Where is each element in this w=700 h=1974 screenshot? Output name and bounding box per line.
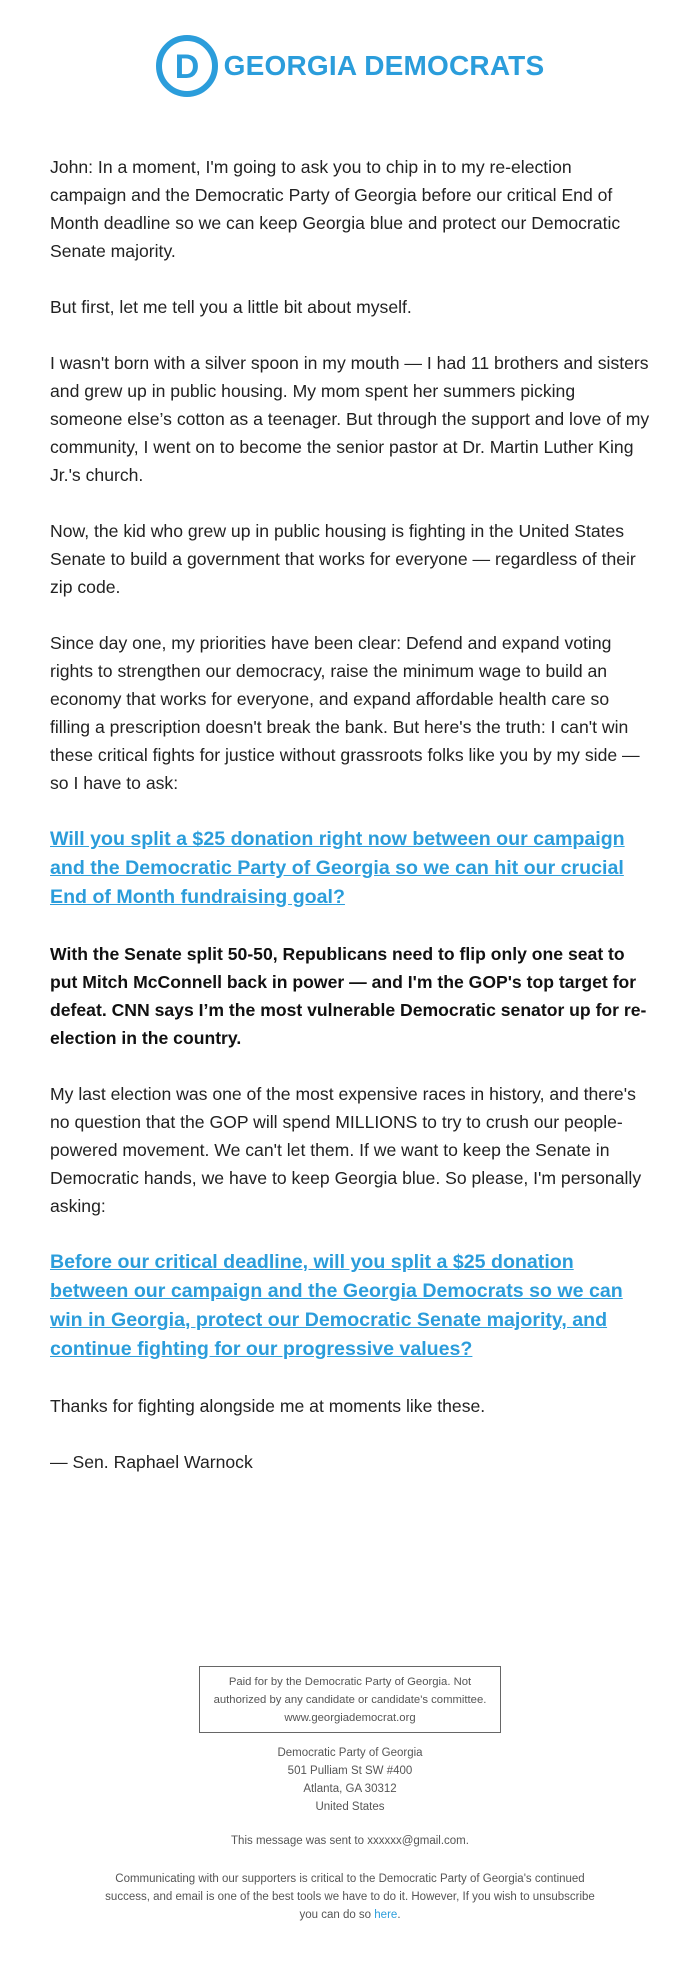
democrats-d-icon <box>156 35 218 97</box>
unsubscribe-text: Communicating with our supporters is critical to the Democratic Party of Georgia's continued success, and email is one of the best tools we have to do it. However, If you wish to unsubscribe you can do so <box>105 1873 595 1921</box>
unsubscribe-notice <box>100 1870 600 1924</box>
thanks-paragraph: Thanks for fighting alongside me at moments like these. <box>50 1396 486 1416</box>
unsubscribe-end: . <box>397 1909 401 1921</box>
election-paragraph: My last election was one of the most expensive races in history, and there's no question that the GOP will spend MILLIONS to try to crush our people-powered movement. We can't let them. If we want to keep the Senate in Democratic hands, we have to keep Georgia blue. So please, I'm personally asking: <box>50 1084 642 1216</box>
donation-link-2[interactable]: Before our critical deadline, will you split a $25 donation between our campaign and the Georgia Democrats so we can win in Georgia, protect our Democratic Senate majority, and continue fighting for our progressive values? <box>50 1251 623 1360</box>
brand-name: GEORGIA DEMOCRATS <box>223 49 545 81</box>
priorities-paragraph: Since day one, my priorities have been clear: Defend and expand voting rights to strengthen our democracy, raise the minimum wage to build an economy that works for everyone, and expand affordable health care so filling a prescription doesn't break the bank. But here's the truth: I can't win these critical fights for justice without grassroots folks like you by my side — so I have to ask: <box>50 633 640 793</box>
georgia-democrats-logo[interactable] <box>156 35 545 97</box>
paid-for-disclaimer <box>199 1666 501 1733</box>
recipient-email: xxxxxx@gmail.com <box>367 1835 466 1847</box>
address-org: Democratic Party of Georgia <box>277 1747 423 1759</box>
sent-suffix: . <box>465 1835 469 1847</box>
senate-paragraph: Now, the kid who grew up in public housing is fighting in the United States Senate to build a government that works for everyone — regardless of their zip code. <box>50 521 636 597</box>
biography-paragraph: I wasn't born with a silver spoon in my mouth — I had 11 brothers and sisters and grew up in public housing. My mom spent her summers picking someone else’s cotton as a teenager. But through the support and love of my community, I went on to become the senior pastor at Dr. Martin Luther King Jr.'s church. <box>50 353 650 485</box>
signature: — Sen. Raphael Warnock <box>50 1452 253 1472</box>
unsubscribe-link[interactable]: here <box>374 1909 398 1921</box>
intro-paragraph: John: In a moment, I'm going to ask you to chip in to my re-election campaign and the Democratic Party of Georgia before our critical End of Month deadline so we can keep Georgia blue and protect our Democratic Senate majority. <box>50 157 621 261</box>
address-city: Atlanta, GA 30312 <box>303 1783 397 1795</box>
senate-split-paragraph: With the Senate split 50-50, Republicans need to flip only one seat to put Mitch McConnell back in power — and I'm the GOP's top target for defeat. CNN says I’m the most vulnerable Democratic senator up for re-election in the country. <box>50 944 647 1048</box>
sent-prefix: This message was sent to <box>231 1835 364 1847</box>
donation-ask-2 <box>50 1248 650 1364</box>
donation-link-1[interactable]: Will you split a $25 donation right now between our campaign and the Democratic Party of Georgia so we can hit our crucial End of Month fundraising goal? <box>50 828 625 908</box>
sent-to-notice <box>0 1832 700 1850</box>
mailing-address <box>0 1744 700 1816</box>
email-footer <box>0 1666 700 1924</box>
address-street: 501 Pulliam St SW #400 <box>287 1765 413 1777</box>
email-body <box>0 133 700 1476</box>
donation-ask-1 <box>50 825 650 912</box>
disclaimer-line: Paid for by the Democratic Party of Georgia. Not <box>228 1676 472 1688</box>
about-paragraph: But first, let me tell you a little bit about myself. <box>50 297 412 317</box>
address-country: United States <box>315 1801 385 1813</box>
email-header <box>0 0 700 133</box>
disclaimer-website: www.georgiademocrat.org <box>284 1712 416 1724</box>
logo-mark-letter: D <box>174 47 199 86</box>
disclaimer-line: authorized by any candidate or candidate's committee. <box>213 1694 487 1706</box>
